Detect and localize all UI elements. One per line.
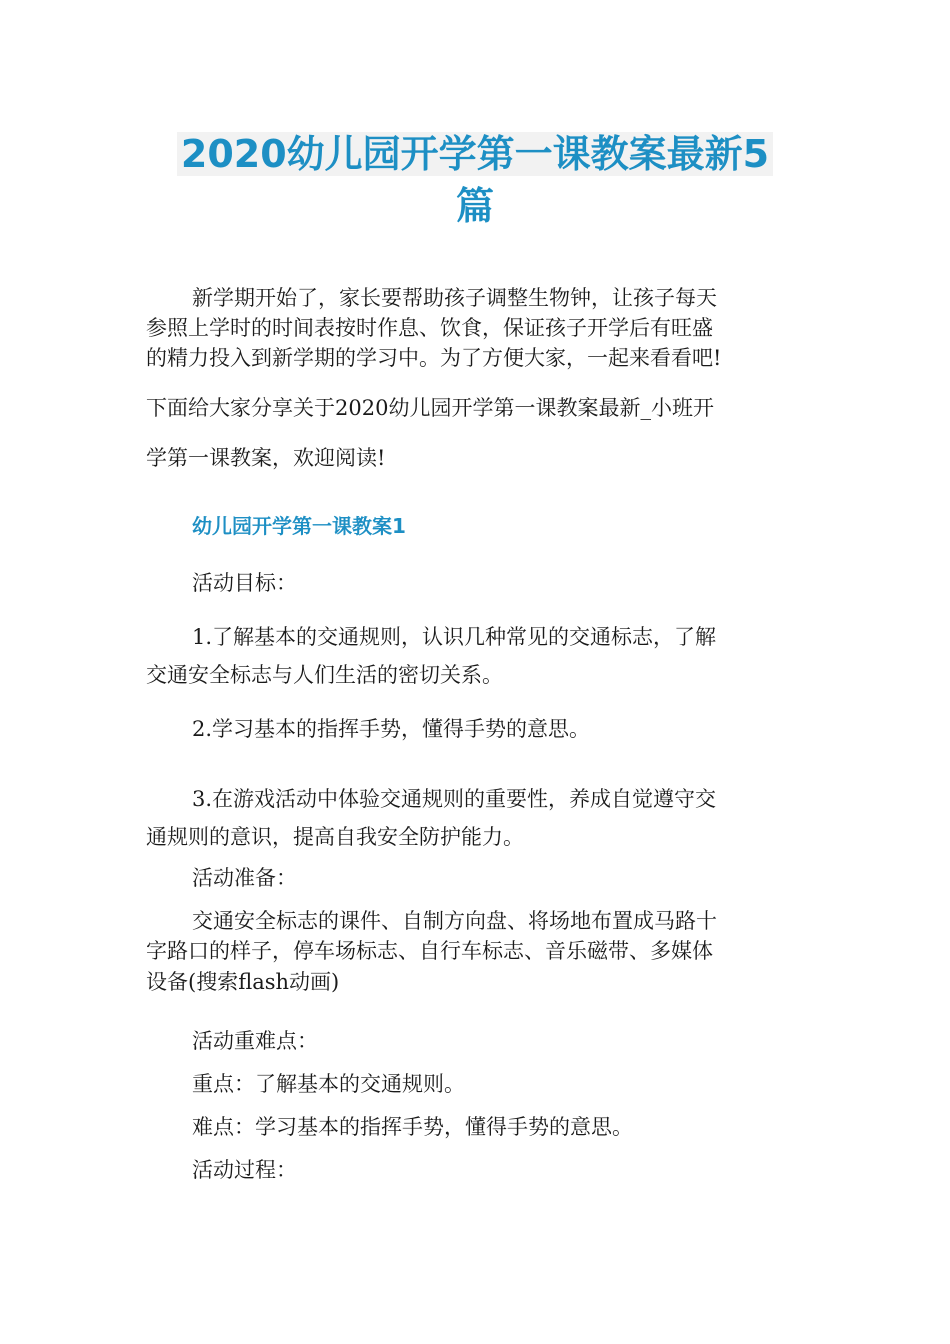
goal-item-3: 3.在游戏活动中体验交通规则的重要性，养成自觉遵守交 — [192, 787, 717, 811]
prep-line: 字路口的样子，停车场标志、自行车标志、音乐磁带、多媒体 — [146, 939, 713, 963]
process-label: 活动过程： — [192, 1158, 297, 1182]
goals-label: 活动目标： — [192, 571, 297, 595]
prep-line: 设备(搜索flash动画) — [146, 970, 340, 994]
goal-item-3-continued: 通规则的意识，提高自我安全防护能力。 — [146, 825, 524, 849]
hard-point: 难点：学习基本的指挥手势，懂得手势的意思。 — [192, 1115, 633, 1139]
goal-item-2: 2.学习基本的指挥手势，懂得手势的意思。 — [192, 717, 591, 741]
prep-label: 活动准备： — [192, 866, 297, 890]
intro-line: 学第一课教案，欢迎阅读! — [146, 446, 386, 470]
goal-item-1: 1.了解基本的交通规则，认识几种常见的交通标志，了解 — [192, 625, 717, 649]
document-title-line-2: 篇 — [455, 184, 494, 228]
document-title — [120, 128, 830, 180]
key-point: 重点：了解基本的交通规则。 — [192, 1072, 465, 1096]
intro-line: 新学期开始了，家长要帮助孩子调整生物钟，让孩子每天 — [192, 286, 717, 310]
intro-line: 参照上学时的时间表按时作息、饮食，保证孩子开学后有旺盛 — [146, 316, 713, 340]
difficulty-label: 活动重难点： — [192, 1029, 318, 1053]
intro-line: 下面给大家分享关于2020幼儿园开学第一课教案最新_小班开 — [146, 396, 714, 420]
document-title-line-1: 2020幼儿园开学第一课教案最新5 — [177, 132, 773, 176]
prep-line: 交通安全标志的课件、自制方向盘、将场地布置成马路十 — [192, 909, 717, 933]
intro-line: 的精力投入到新学期的学习中。为了方便大家，一起来看看吧! — [146, 346, 722, 370]
section-heading: 幼儿园开学第一课教案1 — [192, 514, 406, 538]
goal-item-1-continued: 交通安全标志与人们生活的密切关系。 — [146, 663, 503, 687]
